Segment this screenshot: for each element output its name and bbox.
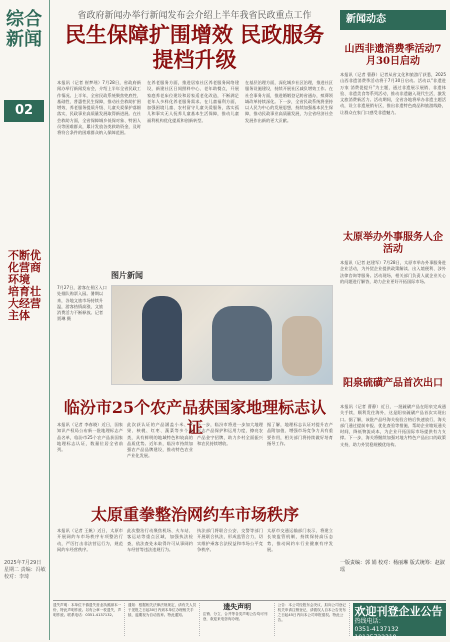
story-b-body [57,528,333,586]
sidebar-story-text: 本报讯（记者 曹静）记者从省文化和旅游厅获悉，2025山西非遗消费季活动将于7月30日启动。活动以“非遗进万家 消费促提升”为主题，通过非遗展示展销、非遗体验、非遗美食等系列活动，推动非遗融入现代生活，激发文旅消费新活力。活动期间，全省各地将举办非遗主题活动，设立非遗展销专区，推出非遗特色商品和旅游线路，让群众在家门口感受非遗魅力。 [340,72,446,115]
ad-tel-label: 热线电话： [354,618,385,625]
lead-column-3: 在基层治理方面，深化城乡社区治理，推进社区服务设施建设，持续开展社区减负增效工作。在社会事务方面，推进婚姻登记跨省通办，殡葬领域改革持续深化。下一步，全省民政系统将坚持以人民为中心的发展思想，持续加强基本民生保障，推动民政事业高质量发展，为全省经济社会发展作出新的更大贡献。 [245,80,333,123]
photo-figure [282,316,322,376]
story-a-paragraph: 本报讯（记者 李春晓）近日，国家知识产权局公布新一批地理标志产品名单，临汾市25个农产品获国家地理标志认证，数量位居全省前列。 [57,422,123,453]
news-sidebar [340,0,446,600]
story-a-paragraph: 此次获认证的产品涵盖小米、苹果、核桃、红枣、蔬菜等多个品类，具有鲜明的地域特色和较高的品质优势。近年来，临汾市持续加强农产品品牌建设，推动特色农业产业化发展。 [127,422,193,459]
masthead-info: 2025年7月29日 星期二 责编：冯敏 校对：李琦 [4,560,46,580]
sidebar-header: 新闻动态 [340,10,446,30]
main-area [53,0,335,600]
ad-tel-2: 19135722318 [354,634,397,641]
sidebar-story-text: 本报讯（记者 赵建军）7月28日，太原市举办外事服务进企业活动，为外贸企业提供政策解读、出入境便利、涉外法律咨询等服务。活动现场，相关部门负责人就企业关心的问题进行解答，助力企业更好开拓国际市场。 [340,260,446,284]
lead-kicker: 省政府新闻办举行新闻发布会介绍上半年我省民政重点工作 [77,11,312,21]
ad-banner [353,603,447,641]
story-b-paragraph: 此次整治行动聚焦机场、火车站、客运站等重点区域，加强执法检查，依法查处未取得许可从事网约车经营等违法违规行为。 [127,528,193,552]
slogan: 不断优化营商环境 培育壮大经营主体 [8,249,41,322]
classified-ads-strip [53,600,446,641]
sidebar-story-title: 山西非遗消费季活动7月30日启动 [344,44,442,67]
story-b-headline: 太原重拳整治网约车市场秩序 [90,505,299,524]
story-a-paragraph: 据了解，地理标志认证对提升农产品附加值、增强市场竞争力具有重要作用，相关部门将持续做好培育指导工作。 [267,422,333,446]
story-b-paragraph: 执法部门将联合公安、交警等部门开展联合执法，形成监管合力，切实维护乘客合法权益和市场公平竞争秩序。 [197,528,263,552]
section-title: 综合新闻 [6,9,42,50]
ad-tel-1: 0351-4137132 [354,626,399,633]
lead-column-2: 在养老服务方面，推进居家社区养老服务网络建设，新建社区日间照料中心、老年助餐点，开展家庭养老床位建设和居家适老化改造，不断满足老年人多样化养老服务需求。在儿童福利方面，加强困境儿童、农村留守儿童关爱服务，落实孤儿和事实无人抚养儿童基本生活保障，推动儿童福利机构优化提质和创新转型。 [147,80,239,123]
lead-headline: 民生保障扩围增效 民政服务提档升级 [64,22,325,72]
editor-credits: 一版责编：郭 娟 校对：杨丽琳 版式统筹：赵淑瑶 [340,560,445,573]
notice-text: 注销、分立、合并等各类声明公告均可刊登，欢迎来电咨询办理。 [202,612,268,621]
story-a-body [57,422,333,497]
story-a-paragraph: 下一步，临汾市将进一步加大地理标志产品保护和运用力度，擦亮农产品金字招牌，助力乡村全面振兴和农民持续增收。 [197,422,263,446]
notice-box [203,603,275,636]
story-a-headline: 临汾市25个农产品获国家地理标志认证 [63,398,327,437]
story-b-paragraph: 太原市交通运输部门表示，将建立长效监管机制，持续保持高压态势，推动网约车行业健康有序发展。 [267,528,333,552]
ad-banner-headline: 欢迎刊登企业公告 [354,605,443,618]
sidebar-story-title: 太原举办外事服务人企活动 [343,232,443,255]
photo-caption: 7月27日，游客在景区入口处排队购票入园。暑期以来，各地文旅市场持续升温，游客热情高涨，文旅消费活力不断释放。记者 贾琳 摄 [57,285,107,322]
photo-figure [142,296,182,381]
page-number: 02 [4,100,44,122]
story-b-paragraph: 本报讯（记者 王帆）近日，太原市开展网约车市场秩序专项整治行动，严厉打击非法营运行为，规范网约车经营秩序。 [57,528,123,552]
sidebar-story-text: 本报讯（记者 曹静）近日，一批硫磺产品在阳泉完成通关手续，顺利发往海外，这是阳泉硫磺产品首次实现出口。据了解，该批产品经海关检验合格后快速放行，海关部门通过提前申报、优化查验等措施，帮助企业缩短通关时间，降低物流成本，为企业开拓国际市场提供有力支撑。下一步，海关将继续加强对地方特色产品出口的政策支持，助力外贸稳规模优结构。 [340,404,446,447]
classified-ad: 通知：根据相关法律法规规定，请有关人员于见报之日起30日内到本单位办理相关手续，逾期视为自动放弃。特此通知。 [128,603,200,636]
photo-news-tag: 图片新闻 [111,271,143,280]
masthead-column [0,0,50,640]
classified-ad: 公告：本公司经股东会决议，拟向公司登记机关申请注销登记，请债权人自本公告发布之日起45日内向本公司申报债权。特此公告。 [278,603,350,636]
notice-title: 遗失声明 [223,603,252,611]
classified-ad: 遗失声明：本单位不慎遗失营业执照副本一份，特此声明作废。另有公章一枚遗失，声明作废。联系电话：0351-4137132。 [53,603,125,636]
photo-figure [212,306,272,381]
sidebar-story-title: 阳泉硫磺产品首次出口 [343,378,443,389]
news-photo [111,285,333,385]
lead-column-1: 本报讯（记者 崔梦瑶）7月28日，省政府新闻办举行新闻发布会，介绍上半年全省民政工作情况。上半年，全省民政系统聚焦兜底性、基础性、普惠性民生保障，推动社会救助扩围增效、养老服务提质升级、儿童关爱保护落细落实，民政事业高质量发展取得新进展。在社会救助方面，全省保障城乡低保对象、特困人员等困难群众，累计发放各类救助资金，及时将符合条件的困难群众纳入保障范围。 [57,80,141,136]
